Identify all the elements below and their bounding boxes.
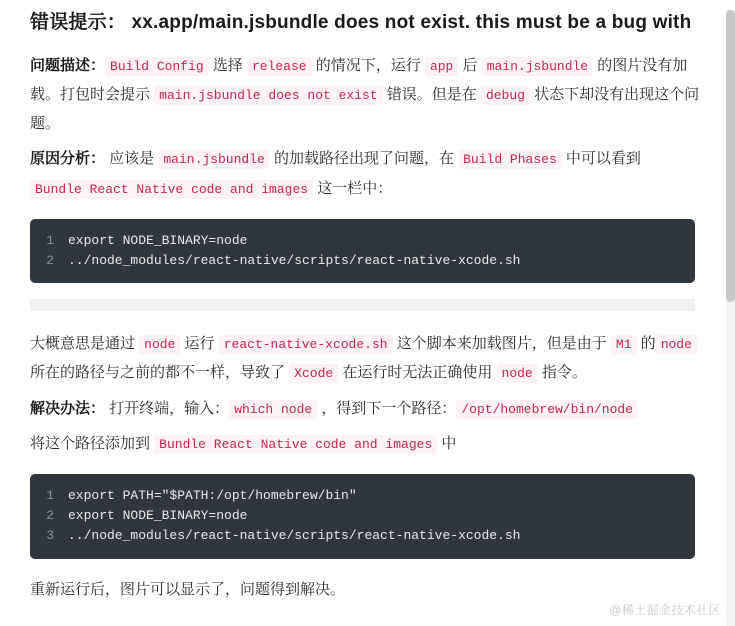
- solution-text-2: ，得到下一个路径：: [317, 399, 457, 417]
- paragraph-explain: [30, 329, 705, 388]
- code-script: react-native-xcode.sh: [219, 335, 393, 354]
- line-number: 1: [46, 488, 54, 504]
- problem-text-2: 的情况下，运行: [311, 56, 425, 74]
- explain-text-6: 在运行时无法正确使用: [338, 364, 497, 382]
- problem-label: 问题描述：: [30, 56, 106, 74]
- code-line: [30, 526, 695, 546]
- code-release: release: [247, 57, 312, 76]
- problem-text-3: 后: [458, 56, 482, 74]
- code-not-exist: main.jsbundle does not exist: [154, 86, 382, 105]
- code-node-2: node: [656, 335, 697, 354]
- solution-text-4: 中: [437, 434, 457, 452]
- problem-text-6: 错误。但是在: [382, 85, 481, 103]
- article-body: [30, 37, 705, 604]
- solution-text-1: 打开终端，输入：: [105, 399, 230, 417]
- paragraph-cause: [30, 144, 705, 203]
- problem-text-4: 的图片没有加: [593, 56, 688, 74]
- code-m1: M1: [611, 335, 637, 354]
- code-which-node: which node: [229, 400, 317, 419]
- code-build-phases: Build Phases: [458, 150, 562, 169]
- page-title: 错误提示： xx.app/main.jsbundle does not exist. this must be a bug with: [30, 12, 692, 33]
- code-block-2: [30, 474, 695, 558]
- problem-text-5: 载。打包时会提示: [30, 85, 155, 103]
- solution-text-3: 将这个路径添加到: [30, 434, 155, 452]
- code-debug: debug: [481, 86, 530, 105]
- code-node-path: /opt/homebrew/bin/node: [456, 400, 638, 419]
- paragraph-solution: [30, 394, 705, 423]
- scrollbar-thumb[interactable]: [726, 10, 735, 302]
- code-xcode: Xcode: [289, 364, 338, 383]
- explain-text-1: 大概意思是通过: [30, 335, 140, 353]
- code-line: [30, 486, 695, 506]
- code-main-jsbundle-2: main.jsbundle: [158, 150, 269, 169]
- line-number: 2: [46, 252, 54, 268]
- cause-text-1: 应该是: [105, 150, 159, 168]
- line-content: ../node_modules/react-native/scripts/react-native-xcode.sh: [68, 252, 521, 268]
- explain-text-2: 运行: [180, 335, 219, 353]
- code-main-jsbundle: main.jsbundle: [482, 57, 593, 76]
- article-page: [0, 10, 735, 626]
- line-content: export PATH="$PATH:/opt/homebrew/bin": [68, 488, 357, 504]
- explain-text-5: 所在的路径与之前的都不一样，导致了: [30, 364, 290, 382]
- paragraph-problem: [30, 51, 705, 139]
- paragraph-footer: 重新运行后，图片可以显示了，问题得到解决。: [30, 580, 346, 598]
- code-app: app: [425, 57, 458, 76]
- watermark: @稀土掘金技术社区: [609, 603, 721, 617]
- line-number: 2: [46, 508, 54, 524]
- explain-text-3: 这个脚本来加载图片，但是由于: [392, 335, 611, 353]
- paragraph-solution-2: [30, 429, 705, 458]
- code-node-1: node: [139, 335, 180, 354]
- problem-text-7: 状态下却没有出现这个: [529, 85, 685, 103]
- problem-text-1: 选择: [208, 56, 247, 74]
- line-number: 3: [46, 528, 54, 544]
- code-bundle-rn-1: Bundle React Native code and images: [30, 180, 313, 199]
- cause-text-2: 的加载路径出现了问题，在: [269, 150, 459, 168]
- code-bundle-rn-2: Bundle React Native code and images: [154, 435, 437, 454]
- explain-text-7: 指令。: [537, 364, 587, 382]
- code-line: [30, 506, 695, 526]
- problem-text-8: 问题。: [30, 85, 700, 133]
- line-content: export NODE_BINARY=node: [68, 508, 248, 524]
- cause-text-3: 中可以看到: [561, 150, 641, 168]
- code-block-1: [30, 219, 695, 283]
- code-line: [30, 251, 695, 271]
- line-number: 1: [46, 232, 54, 248]
- code-node-3: node: [497, 364, 538, 383]
- code-build-config: Build Config: [105, 57, 209, 76]
- scrollbar-track[interactable]: [726, 10, 735, 626]
- explain-text-4: 的: [636, 335, 656, 353]
- section-divider: [30, 299, 695, 311]
- cause-label: 原因分析：: [30, 150, 106, 168]
- line-content: export NODE_BINARY=node: [68, 232, 248, 248]
- cause-text-4: 这一栏中：: [313, 179, 393, 197]
- code-line: [30, 231, 695, 251]
- solution-label: 解决办法：: [30, 399, 106, 417]
- line-content: ../node_modules/react-native/scripts/react-native-xcode.sh: [68, 528, 521, 544]
